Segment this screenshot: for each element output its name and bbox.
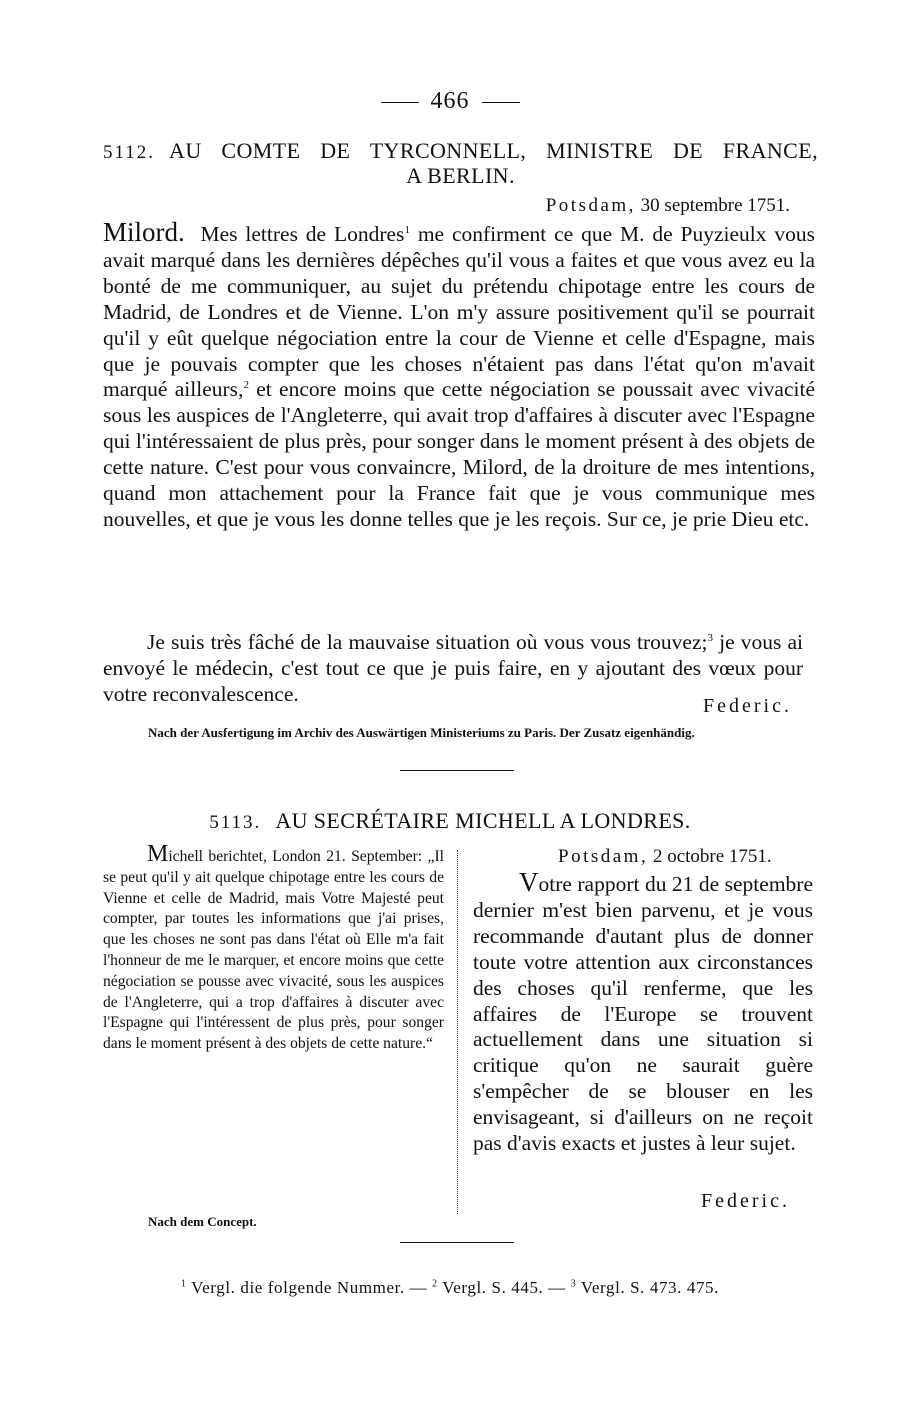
letter-5113-heading [0,808,900,836]
letter-5113-body-text: otre rapport du 21 de septembre dernier m'est bien parvenu, et je vous recommande d'autant plus de donner toute votre attention aux circonstances des choses qu'il renferme, que les affaires de l'Europe se trouvent actuellement dans une situation si critique qu'on ne saurait guère s'empêcher de se blouser en les envisageant, si d'ailleurs on ne reçoit pas d'avis exacts et justes à leur sujet. [473,872,813,1156]
page-number-dash-left [381,102,419,103]
letter-5113-date: 2 octobre 1751. [652,846,772,867]
letter-5113-body [473,867,813,1157]
footnote-1-marker: 1 [180,1278,187,1290]
footnote-1-text: Vergl. die folgende Nummer. — [191,1278,428,1297]
letter-5113-number: 5113. [209,812,262,833]
section-divider-1 [400,770,514,771]
letter-5112-title-line1: AU COMTE DE TYRCONNELL, MINISTRE DE FRANCE, [169,138,818,163]
letter-5112-number: 5112. [103,142,156,163]
column-divider [457,850,458,1214]
letter-5112-salutation: Milord. [103,217,185,247]
letter-5112-p1-b: me confirment ce que M. de Puyzieulx vous avait marqué dans les dernières dépêches qu'il vous a faites et que vous avez eu la bonté de me communiquer, au sujet du prétendu chipotage entre les cours de Madrid, de Londres et de Vienne. L'on m'y assure positivement qu'il se pourrait qu'il y eût quelque négociation entre la cour de Vienne et celle d'Espagne, mais que je pouvais compter que les choses n'étaient pas dans l'état qu'on m'avait marqué ailleurs, [103,222,816,402]
letter-5112-signature: Federic. [703,695,792,717]
page-number-text: 466 [430,88,470,114]
letter-5112-dateline [546,195,790,217]
footnote-2-marker: 2 [432,1278,438,1290]
letter-5112-title-line2: A BERLIN. [406,163,515,188]
letter-5113-summary [103,841,444,1055]
letter-5112-p2-b: je vous ai envoyé le médecin, c'est tout ce que je puis faire, en y ajoutant des vœux pour votre reconvalescence. [103,630,803,706]
letter-5112-source-note: Nach der Ausfertigung im Archiv des Auswärtigen Ministeriums zu Paris. Der Zusatz eigenhändig. [148,725,695,740]
footnotes [0,1278,900,1298]
page-number [0,88,900,115]
letter-5112-p2-a: Je suis très fâché de la mauvaise situation où vous vous trouvez; [147,630,708,654]
page-number-dash-right [482,102,520,103]
section-divider-2 [400,1242,514,1243]
letter-5112-p1-a: Mes lettres de Londres [200,222,405,246]
letter-5113-dateline [558,846,772,868]
letter-5113-signature: Federic. [701,1190,790,1212]
letter-5112-paragraph-2 [103,630,803,708]
letter-5113-place: Potsdam, [558,846,649,867]
footnote-3-marker: 3 [570,1278,577,1290]
footnote-2-text: Vergl. S. 445. — [442,1278,566,1297]
letter-5113-summary-initial: M [147,841,169,867]
letter-5112-paragraph-1 [103,217,816,533]
footnote-ref-3: 3 [707,631,713,644]
letter-5113-summary-text: ichell berichtet, London 21. September: „Il se peut qu'il y ait quelque chipotage entre les cours de Vienne et celle de Madrid, mais Votre Majesté peut compter, par toutes les informations que j'ai prises, que les choses ne sont pas dans l'état où Elle m'a fait l'honneur de me le marquer, et encore moins que cette négociation se pousse avec vivacité, sous les auspices de l'Angleterre, qui a trop d'affaires à discuter avec l'Espagne qui l'intéressent de plus près, pour songer dans le moment présent à des objets de cette nature.“ [103,848,444,1053]
footnote-3-text: Vergl. S. 473. 475. [580,1278,720,1297]
letter-5113-title: AU SECRÉTAIRE MICHELL A LONDRES. [275,808,691,833]
letter-5112-date: 30 septembre 1751. [640,195,790,216]
letter-5112-place: Potsdam, [545,195,636,216]
letter-5112-p1-c: et encore moins que cette négociation se poussait avec vivacité sous les auspices de l'Angleterre, qui avait trop d'affaires à discuter avec l'Espagne qui l'intéressaient de plus près, pour songer dans le moment présent à des objets de cette nature. C'est pour vous convaincre, Milord, de la droiture de mes intentions, quand mon attachement pour la France fait que je vous communique mes nouvelles, et que je vous les donne telles que je les reçois. Sur ce, je prie Dieu etc. [103,377,815,531]
letter-5113-source-note: Nach dem Concept. [148,1214,257,1229]
letter-5112-heading [103,138,818,166]
footnote-ref-1: 1 [404,223,410,236]
letter-5113-body-initial: V [519,867,539,897]
footnote-ref-2: 2 [243,379,249,392]
